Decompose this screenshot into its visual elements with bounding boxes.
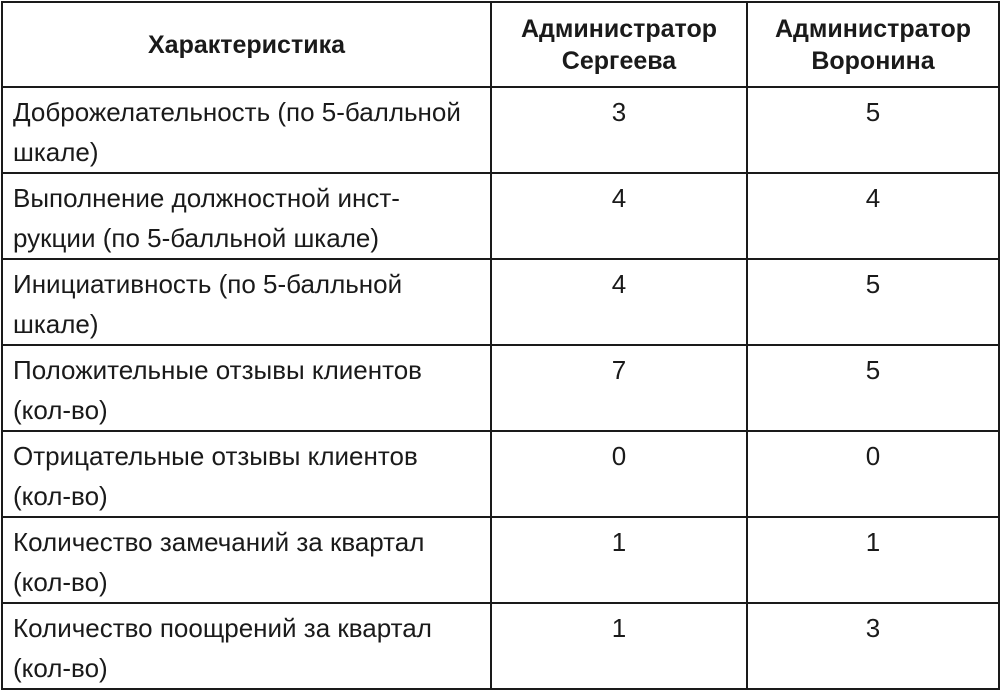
- value-sergeeva: 0: [491, 431, 747, 517]
- value-voronina: 5: [747, 345, 999, 431]
- value-voronina: 5: [747, 259, 999, 345]
- row-label-rewards: Количество поощрений за квартал (кол-во): [2, 603, 491, 689]
- value-voronina: 4: [747, 173, 999, 259]
- value-sergeeva: 4: [491, 259, 747, 345]
- row-label-positive-reviews: Положительные отзывы клиентов (кол-во): [2, 345, 491, 431]
- value-sergeeva: 1: [491, 517, 747, 603]
- comparison-table: [1, 1, 1000, 690]
- row-label-friendliness: Доброжелательность (по 5-балльной шкале): [2, 87, 491, 173]
- header-admin-voronina: Администратор Воронина: [747, 2, 999, 87]
- table-row: [2, 345, 999, 431]
- table-row: [2, 259, 999, 345]
- header-row: [2, 2, 999, 87]
- value-sergeeva: 7: [491, 345, 747, 431]
- value-voronina: 0: [747, 431, 999, 517]
- header-admin-sergeeva: Администратор Сергеева: [491, 2, 747, 87]
- row-label-negative-reviews: Отрицательные отзывы клиентов (кол-во): [2, 431, 491, 517]
- table-row: [2, 517, 999, 603]
- value-voronina: 5: [747, 87, 999, 173]
- value-voronina: 1: [747, 517, 999, 603]
- value-voronina: 3: [747, 603, 999, 689]
- table-row: [2, 87, 999, 173]
- row-label-initiative: Инициативность (по 5-балльной шкале): [2, 259, 491, 345]
- value-sergeeva: 1: [491, 603, 747, 689]
- value-sergeeva: 4: [491, 173, 747, 259]
- table-row: [2, 173, 999, 259]
- value-sergeeva: 3: [491, 87, 747, 173]
- row-label-remarks: Количество замечаний за квартал (кол-во): [2, 517, 491, 603]
- table-row: [2, 431, 999, 517]
- table-row: [2, 603, 999, 689]
- header-characteristic: Характеристика: [2, 2, 491, 87]
- row-label-job-instructions: Выполнение должностной инст-рукции (по 5-балльной шкале): [2, 173, 491, 259]
